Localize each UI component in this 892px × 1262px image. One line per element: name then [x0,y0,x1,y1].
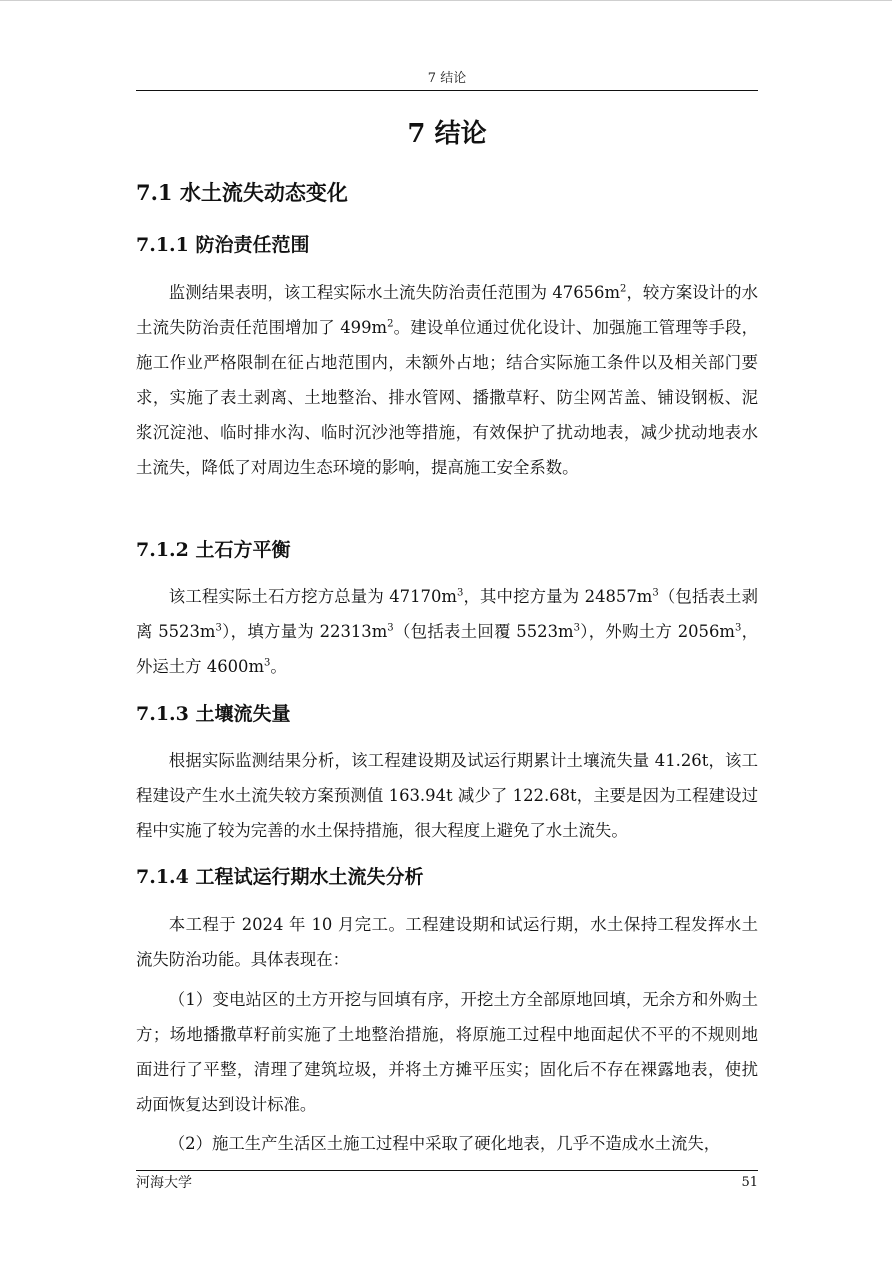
footer-institution: 河海大学 [136,1175,192,1191]
text-run: ），外购土方 2056m [579,621,735,641]
text-run: （包括表土剥离 5523m [136,587,758,641]
section-heading-7-1-1: 7.1.1 防治责任范围 [136,234,310,256]
superscript: 2 [387,318,394,330]
superscript: 3 [215,622,222,634]
paragraph-substation-area: （1）变电站区的土方开挖与回填有序，开挖土方全部原地回填，无余方和外购土方；场地播撒草籽前实施了土地整治措施，将原施工过程中地面起伏不平的不规则地面进行了平整，清理了建筑垃圾，并将土方摊平压实；固化后不存在裸露地表，使扰动面恢复达到设计标准。 [136,990,758,1114]
superscript: 3 [734,622,742,634]
section-heading-7-1-2: 7.1.2 土石方平衡 [136,539,291,561]
text-run: ，外运土方 4600m [136,621,759,676]
text-run: 该工程实际土石方挖方总量为 47170m [168,587,457,606]
running-header: 7 结论 [427,71,467,86]
section-heading-7-1-3: 7.1.3 土壤流失量 [136,703,291,725]
text-run: ，其中挖方量为 24857m [463,587,653,606]
section-heading-7-1: 7.1 水土流失动态变化 [136,180,348,205]
chapter-title: 7 结论 [407,119,487,149]
page-top-border [0,0,892,1]
paragraph-trial-operation-intro: 本工程于 2024 年 10 月完工。工程建设期和试运行期，水土保持工程发挥水土流失防治功能。具体表现在： [136,915,758,969]
footer-rule [136,1170,758,1171]
section-heading-7-1-4: 7.1.4 工程试运行期水土流失分析 [136,866,424,888]
header-rule [136,90,758,91]
paragraph-construction-living-area: （2）施工生产生活区土施工过程中采取了硬化地表，几乎不造成水土流失， [168,1134,721,1153]
superscript: 3 [652,587,659,599]
superscript: 2 [620,283,627,295]
text-run: 。 [270,656,287,676]
text-run: 监测结果表明，该工程实际水土流失防治责任范围为 47656m [168,283,621,302]
paragraph-earthwork-balance [136,580,758,685]
text-run: （包括表土回覆 5523m [393,621,574,641]
superscript: 3 [573,622,580,634]
text-run: 。建设单位通过优化设计、加强施工管理等手段，施工作业严格限制在征占地范围内，未额外占地；结合实际施工条件以及相关部门要求，实施了表土剥离、土地整治、排水管网、播撒草籽、防尘网苫盖、铺设钢板、泥浆沉淀池、临时排水沟、临时沉沙池等措施，有效保护了扰动地表，减少扰动地表水土流失，降低了对周边生态环境的影响，提高施工安全系数。 [136,317,759,477]
text-run: ，较方案设计的水土流失防治责任范围增加了 499m [136,283,758,337]
paragraph-soil-loss: 根据实际监测结果分析，该工程建设期及试运行期累计土壤流失量 41.26t，该工程建设产生水土流失较方案预测值 163.94t 减少了 122.68t，主要是因为工程建设过程中实施了较为完善的水土保持措施，很大程度上避免了水土流失。 [136,751,758,840]
text-run: ），填方量为 22313m [221,621,388,641]
superscript: 3 [264,657,271,669]
superscript: 3 [387,622,394,634]
paragraph-responsibility-scope [136,276,758,485]
superscript: 3 [456,587,464,599]
page-number: 51 [741,1175,758,1190]
